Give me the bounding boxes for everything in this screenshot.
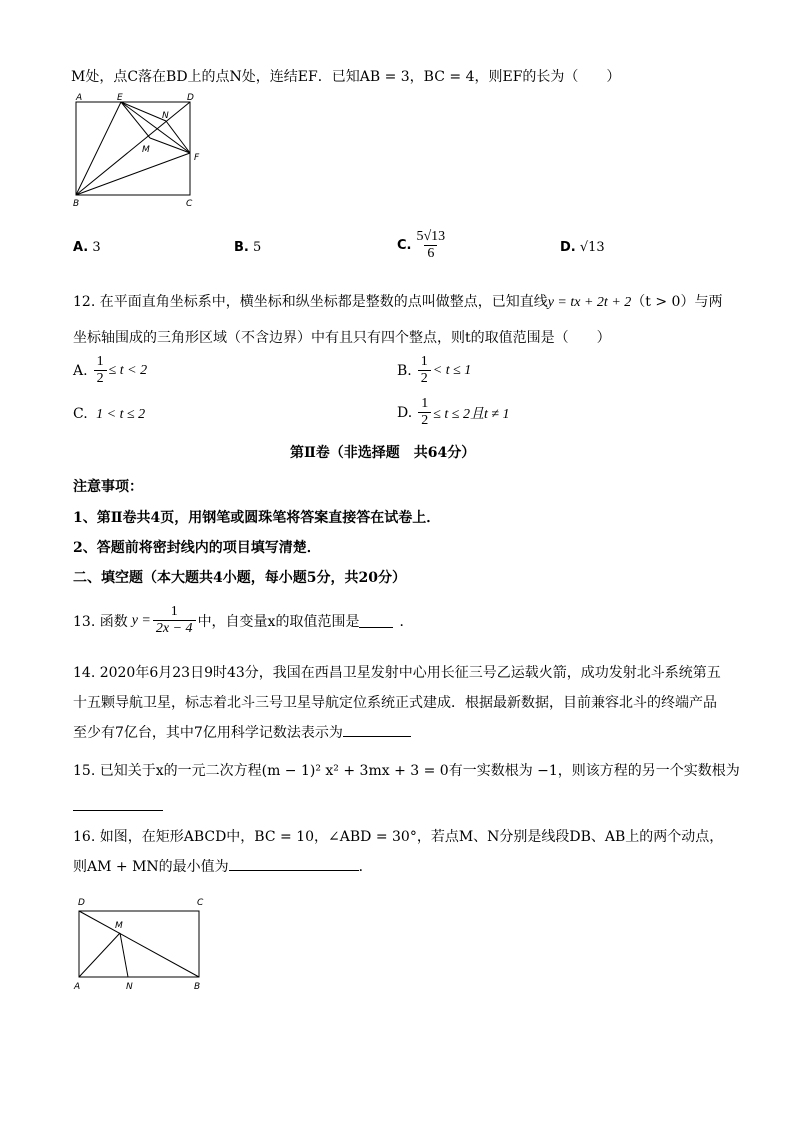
q12-option-b-rest: < t ≤ 1 bbox=[432, 362, 472, 378]
q16-label-A: A bbox=[74, 982, 81, 992]
q11-option-a-value: 3 bbox=[92, 240, 101, 255]
q12-option-b-label: B. bbox=[397, 362, 412, 379]
q11-option-d bbox=[560, 240, 605, 255]
q11-label-A: A bbox=[76, 93, 83, 103]
q16-end: ． bbox=[358, 859, 373, 875]
q11-option-c-denominator: 6 bbox=[424, 245, 437, 262]
q11-label-N: N bbox=[162, 111, 169, 121]
q16-label-D: D bbox=[78, 898, 85, 908]
q12-option-b-num: 1 bbox=[420, 354, 428, 369]
q12-option-d-label: D. bbox=[397, 404, 413, 421]
q16-label-M: M bbox=[115, 921, 123, 931]
q16-line-DB bbox=[79, 911, 199, 977]
q11-option-d-label: D. bbox=[560, 240, 576, 255]
q13-end: ． bbox=[399, 613, 414, 630]
q12-option-b-fraction bbox=[418, 354, 431, 387]
q12-stem-part1: 12. 在平面直角坐标系中，横坐标和纵坐标都是整数的点叫做整点，已知直线 bbox=[73, 294, 548, 310]
q14-line-1: 14. 2020年6月23日9时43分，我国在西昌卫星发射中心用长征三号乙运载火箭，成功发射北斗系统第五 bbox=[73, 665, 721, 681]
q16-line-1: 16. 如图，在矩形ABCD中，BC = 10，∠ABD = 30°，若点M、N分别是线段DB、AB上的两个动点， bbox=[73, 829, 724, 845]
q12-option-b-den: 2 bbox=[418, 370, 431, 387]
q15-line-1: 15. 已知关于x的一元二次方程(m − 1)² x² + 3mx + 3 = 0有一实数根为 −1，则该方程的另一个实数根为 bbox=[73, 763, 740, 779]
q13-fraction bbox=[153, 604, 196, 637]
q12-option-c bbox=[73, 406, 145, 423]
q11-option-c-fraction bbox=[413, 229, 448, 262]
notice-heading: 注意事项： bbox=[73, 479, 143, 495]
q13-prefix: 13. 函数 bbox=[73, 613, 128, 630]
q16-line-MN bbox=[120, 933, 128, 977]
q11-option-c-numerator: 5√13 bbox=[416, 229, 446, 244]
q12-option-d-den: 2 bbox=[418, 412, 431, 429]
q11-label-B: B bbox=[73, 199, 80, 209]
notice-item-1: 1、第Ⅱ卷共4页，用钢笔或圆珠笔将答案直接答在试卷上． bbox=[73, 510, 441, 526]
q11-option-c-label: C. bbox=[397, 238, 412, 253]
q12-equation: y = tx + 2t + 2 bbox=[547, 295, 632, 310]
q12-option-a-fraction bbox=[94, 354, 107, 387]
q11-option-d-value: √13 bbox=[579, 240, 605, 255]
q12-option-a-num: 1 bbox=[96, 354, 104, 369]
q16-figure bbox=[70, 893, 210, 993]
q13-lhs: y = bbox=[131, 612, 151, 628]
q12-option-d-num: 1 bbox=[421, 396, 429, 411]
q11-label-C: C bbox=[186, 199, 193, 209]
q11-figure bbox=[66, 92, 216, 210]
q13-numerator: 1 bbox=[170, 604, 178, 619]
q11-line-BD bbox=[76, 102, 190, 195]
q16-line-2 bbox=[73, 856, 373, 876]
q12-option-d bbox=[397, 396, 510, 429]
q11-line-EF bbox=[121, 102, 190, 153]
q11-label-M: M bbox=[142, 145, 150, 155]
fill-in-section-heading: 二、填空题（本大题共4小题，每小题5分，共20分） bbox=[73, 570, 406, 586]
q16-answer-blank[interactable] bbox=[229, 856, 359, 871]
q12-option-a-rest: ≤ t < 2 bbox=[108, 362, 148, 378]
q12-line-2: 坐标轴围成的三角形区域（不含边界）中有且只有四个整点，则t的取值范围是（ ） bbox=[73, 330, 611, 346]
q12-option-a-den: 2 bbox=[94, 370, 107, 387]
q11-option-b-label: B. bbox=[234, 240, 249, 255]
q16-line-AM bbox=[79, 933, 120, 977]
q12-option-b bbox=[397, 354, 471, 387]
q13-denominator: 2x − 4 bbox=[153, 620, 196, 637]
q12-condition: （t > 0）与两 bbox=[631, 294, 723, 310]
q13 bbox=[73, 604, 413, 637]
notice-item-2: 2、答题前将密封线内的项目填写清楚． bbox=[73, 540, 321, 556]
q11-option-a-label: A. bbox=[73, 240, 89, 255]
q12-option-c-label: C. bbox=[73, 406, 88, 422]
q13-answer-blank[interactable] bbox=[359, 613, 393, 628]
q15-answer-blank[interactable] bbox=[73, 796, 163, 811]
q11-label-D: D bbox=[187, 93, 194, 103]
q12-option-d-rest: ≤ t ≤ 2且t ≠ 1 bbox=[433, 406, 510, 422]
q11-stem-continuation: M处，点C落在BD上的点N处，连结EF．已知AB = 3，BC = 4，则EF的长为（ ） bbox=[71, 69, 621, 85]
q12-option-a-label: A. bbox=[73, 362, 88, 379]
q12-option-c-value: 1 < t ≤ 2 bbox=[96, 407, 146, 422]
q16-line-2-text: 则AM + MN的最小值为 bbox=[73, 859, 229, 875]
q11-option-b-value: 5 bbox=[253, 240, 262, 255]
q11-option-a bbox=[73, 240, 101, 255]
q11-label-E: E bbox=[117, 93, 123, 103]
q16-label-B: B bbox=[194, 982, 201, 992]
q14-line-3 bbox=[73, 722, 411, 742]
q11-option-b bbox=[234, 240, 261, 255]
q14-line-3-text: 至少有7亿台，其中7亿用科学记数法表示为 bbox=[73, 725, 343, 741]
q12-option-d-fraction bbox=[418, 396, 431, 429]
q16-label-N: N bbox=[126, 982, 133, 992]
q14-line-2: 十五颗导航卫星，标志着北斗三号卫星导航定位系统正式建成．根据最新数据，目前兼容北斗的终端产品 bbox=[73, 695, 717, 711]
q11-option-c bbox=[397, 229, 450, 262]
q12-option-a bbox=[73, 354, 147, 387]
q13-suffix: 中，自变量x的取值范围是 bbox=[197, 613, 360, 630]
q14-answer-blank[interactable] bbox=[343, 722, 411, 737]
q11-label-F: F bbox=[194, 153, 200, 163]
q16-label-C: C bbox=[197, 898, 204, 908]
q12-line-1 bbox=[73, 291, 722, 311]
section-2-title: 第Ⅱ卷（非选择题 共64分） bbox=[290, 445, 476, 461]
